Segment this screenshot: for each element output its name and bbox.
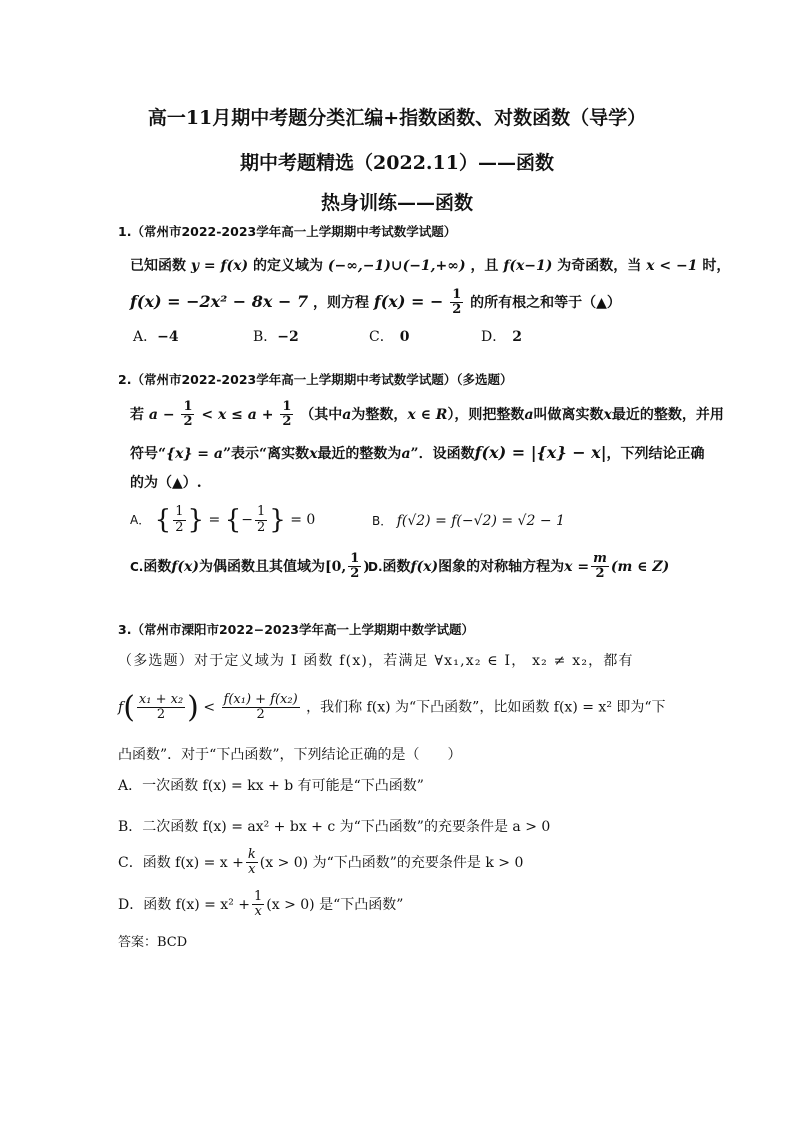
frac-num: f(x₁) + f(x₂)	[223, 691, 298, 707]
q1-math: x < −1	[646, 258, 698, 274]
q2-half-fraction	[280, 400, 293, 430]
q1-option-a	[133, 326, 179, 346]
option-fraction	[252, 890, 264, 920]
option-label: B．	[253, 329, 278, 345]
q2-text: 若	[130, 406, 144, 423]
option-text: 图象的对称轴方程为	[438, 558, 565, 575]
option-value: f(√2) = f(−√2) = √2 − 1	[396, 513, 565, 529]
frac-num: 1	[183, 399, 193, 414]
q1-frac-den: 2	[452, 302, 462, 318]
option-math: f(x)	[410, 558, 439, 575]
frac-num: 1	[256, 504, 266, 520]
frac-num: k	[247, 847, 256, 862]
q1-math: (−∞,−1)∪(−1,+∞)	[327, 258, 466, 274]
q2-math: x	[309, 446, 318, 462]
q2-math: a −	[148, 406, 175, 423]
option-text: D．函数 f(x) = x² +	[118, 896, 250, 913]
option-label: D.	[368, 559, 383, 574]
q1-math: f(x) = −	[373, 291, 444, 311]
frac-num: 1	[350, 551, 360, 566]
q1-text: ，则方程	[312, 294, 369, 311]
q2-text: 叫做离实数	[533, 406, 604, 423]
frac-den: 2	[595, 566, 605, 582]
q2-text: 为整数，	[351, 406, 408, 423]
frac-num: 1	[175, 504, 184, 520]
option-text: (x > 0) 为“下凸函数”的充要条件是 k > 0	[259, 854, 524, 871]
q2-stem-line1	[130, 400, 724, 430]
frac-den: x	[254, 904, 262, 920]
q3-fraction-left	[137, 693, 185, 723]
q1-option-b	[253, 326, 299, 346]
q2-half-fraction	[181, 400, 194, 430]
q2-text: ”．设函数	[410, 446, 475, 462]
q3-f: f	[118, 699, 124, 716]
option-value: 2	[512, 329, 522, 345]
frac-den: 2	[350, 566, 360, 582]
q2-text: 最近的整数，并用	[611, 406, 724, 423]
q2-stem-line3: 的为（▲）.	[130, 475, 202, 491]
q1-stem-line1	[130, 255, 730, 275]
q1-math: f(x) = −2x² − 8x − 7	[130, 291, 309, 311]
page-title: 高一11月期中考题分类汇编+指数函数、对数函数（导学）	[147, 107, 647, 129]
q2-math: a	[342, 406, 352, 423]
q2-math: x	[603, 406, 612, 423]
q1-frac-num: 1	[452, 287, 462, 302]
option-text: 函数	[382, 558, 411, 575]
q2-text: ），则把整数	[447, 406, 525, 423]
option-math: f(x)	[171, 558, 199, 575]
option-math: )	[363, 558, 370, 575]
option-text: C．函数 f(x) = x +	[118, 854, 244, 871]
q1-math: y = f(x)	[190, 258, 249, 274]
q3-stem-line1: （多选题）对于定义域为 I 函数 f(x)，若满足 ∀x₁,x₂ ∈ I， x₂ ≠ x₂，都有	[118, 653, 634, 669]
q2-option-a: A． { $\frac{1}{2}$ } = {− $\frac{1}{2}$ } = 0	[130, 504, 316, 535]
frac-den: 2	[183, 414, 193, 430]
q1-option-c	[369, 326, 409, 346]
q2-text: ”表示“离实数	[222, 446, 310, 462]
frac-den: 2	[256, 707, 265, 722]
q2-option-b	[372, 512, 565, 529]
option-label: B．	[372, 514, 393, 528]
q3-stem-line3: 凸函数”．对于“下凸函数”，下列结论正确的是（ ）	[118, 747, 462, 763]
q2-option-d	[368, 552, 669, 582]
option-label: C．	[369, 329, 394, 345]
q2-stem-line2	[130, 443, 705, 463]
q2-option-c	[130, 552, 370, 582]
option-text: 为偶函数且其值域为	[199, 558, 325, 575]
option-math: [0,	[325, 558, 347, 575]
option-value: −2	[277, 329, 299, 345]
option-value: −4	[157, 329, 179, 345]
q2-math: < x ≤ a +	[201, 406, 274, 423]
option-math: (m ∈ Z)	[610, 558, 670, 575]
q3-option-d	[118, 890, 403, 920]
brace-left-icon: {	[224, 505, 242, 535]
option-fraction	[173, 505, 185, 535]
brace-right-icon: }	[269, 505, 286, 535]
q1-math: f(x−1)	[503, 258, 553, 274]
option-fraction	[246, 848, 258, 878]
option-text: 函数	[143, 558, 172, 575]
paren-right-icon: )	[187, 690, 199, 725]
q3-fraction-right	[222, 693, 300, 723]
paren-left-icon: (	[123, 690, 135, 725]
option-text: (x > 0) 是“下凸函数”	[266, 896, 404, 913]
brace-right-icon: }	[187, 505, 205, 535]
frac-num: x₁ + x₂	[138, 691, 184, 707]
section-title: 热身训练——函数	[320, 192, 473, 214]
frac-den: 2	[156, 707, 166, 722]
q3-option-a: A．一次函数 f(x) = kx + b 有可能是“下凸函数”	[118, 778, 424, 794]
q1-text: 的定义域为	[252, 258, 323, 274]
q2-heading: 2.（常州市2022-2023学年高一上学期期中考试数学试题）（多选题）	[118, 372, 513, 387]
q1-text: 的所有根之和等于（▲）	[470, 294, 621, 311]
q2-text: 最近的整数为	[317, 446, 402, 462]
frac-den: x	[248, 862, 256, 878]
q2-text: 符号“	[130, 446, 167, 462]
option-value: 0	[399, 329, 410, 345]
q1-heading: 1.（常州市2022-2023学年高一上学期期中考试数学试题）	[118, 224, 457, 239]
q1-stem-line2	[130, 288, 621, 318]
option-label: D．	[481, 329, 507, 345]
q1-text: 时，	[702, 258, 731, 274]
option-fraction	[348, 552, 361, 582]
q3-text: ，我们称 f(x) 为“下凸函数”，比如函数 f(x) = x² 即为“下	[306, 699, 666, 716]
frac-num: 1	[254, 889, 263, 904]
option-fraction	[255, 505, 267, 535]
option-fraction	[591, 552, 609, 582]
frac-num: 1	[282, 399, 292, 414]
q2-math: f(x) = |{x} − x|	[474, 443, 607, 462]
q3-answer: 答案：BCD	[118, 935, 188, 950]
option-label: A．	[133, 329, 158, 345]
frac-den: 2	[256, 519, 266, 535]
option-label: C.	[130, 559, 144, 574]
q2-math: {x} = a	[166, 446, 223, 462]
q3-stem-line2: f( $\frac{\text{x₁ + x₂}}{2}$ ) < $\frac{\text{f(x₁) + f(x₂)}}{2}$ ，我们称 f(x) 为“下凸函数”，比如函数 f(x) = x² 即为“下	[118, 690, 666, 725]
q3-heading: 3.（常州市溧阳市2022−2023学年高一上学期期中数学试题）	[118, 622, 475, 637]
q1-option-d	[481, 326, 522, 346]
q3-option-c	[118, 848, 523, 878]
q1-text: 已知函数	[130, 258, 186, 274]
option-label: A．	[130, 513, 151, 527]
brace-left-icon: {	[154, 505, 172, 535]
q2-math: a	[524, 406, 534, 423]
q2-text: ，下列结论正确	[606, 446, 705, 462]
frac-num: m	[593, 551, 607, 566]
q1-fraction	[450, 288, 463, 318]
option-math: x =	[564, 558, 590, 575]
q1-text: ，且	[470, 258, 499, 274]
frac-den: 2	[282, 414, 292, 430]
frac-den: 2	[175, 519, 184, 535]
q1-text: 为奇函数，当	[557, 258, 642, 274]
q2-math: a	[401, 446, 411, 462]
q3-option-b: B．二次函数 f(x) = ax² + bx + c 为“下凸函数”的充要条件是 a > 0	[118, 819, 551, 835]
page-subtitle: 期中考题精选（2022.11）——函数	[240, 152, 554, 174]
option-value: = 0	[290, 512, 316, 528]
q2-math: x ∈ R	[407, 406, 448, 423]
q2-text: （其中	[300, 406, 343, 423]
